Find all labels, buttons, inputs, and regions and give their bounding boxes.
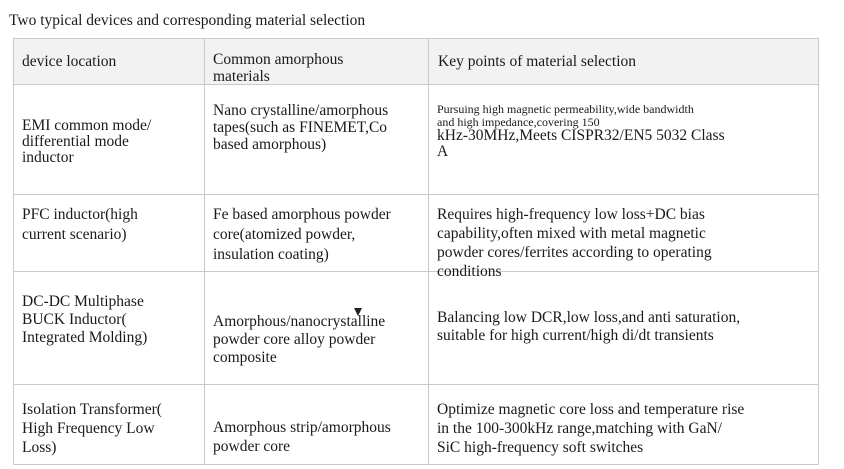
- cell-key-points-small-text: Pursuing high magnetic permeability,wide bandwidth and high impedance,covering 150: [437, 102, 694, 129]
- header-common-materials-text: Common amorphous materials: [213, 50, 344, 85]
- material-selection-table: [13, 38, 819, 465]
- cell-key-points: [429, 195, 819, 280]
- cell-materials-text: Amorphous/nanocrystalline powder core alloy powder composite: [213, 313, 386, 366]
- header-key-points: [429, 39, 819, 85]
- cell-materials-text: Amorphous strip/amorphous powder core: [213, 418, 391, 455]
- table-row: [14, 272, 819, 385]
- cell-materials-text: Nano crystalline/amorphous tapes(such as FINEMET,Co based amorphous): [213, 102, 389, 153]
- cell-key-points-text: kHz-30MHz,Meets CISPR32/EN5 5032 Class A: [437, 127, 725, 160]
- cell-key-points-text: Balancing low DCR,low loss,and anti saturation, suitable for high current/high di/dt transients: [437, 309, 741, 344]
- header-device-location: [14, 39, 205, 85]
- cell-key-points-text: Optimize magnetic core loss and temperature rise in the 100-300kHz range,matching with GaN/ SiC high-frequency soft switches: [437, 401, 745, 456]
- cell-device: [14, 195, 205, 272]
- table-caption: Two typical devices and corresponding material selection: [9, 12, 366, 29]
- cell-device-text: DC-DC Multiphase BUCK Inductor( Integrated Molding): [22, 293, 148, 346]
- cell-key-points: [429, 272, 819, 385]
- cell-device: [14, 272, 205, 385]
- table-header-row: [14, 39, 819, 85]
- cell-device: [14, 85, 205, 195]
- table-row: [14, 385, 819, 465]
- cell-device-text: PFC inductor(high current scenario): [22, 206, 138, 243]
- cell-key-points: [429, 385, 819, 465]
- table-row: [14, 85, 819, 195]
- cell-materials: [205, 195, 429, 272]
- mouse-cursor-icon: [354, 308, 362, 316]
- cell-device-text: Isolation Transformer( High Frequency Low Loss): [22, 401, 162, 456]
- cell-materials: [205, 272, 429, 385]
- cell-device-text: EMI common mode/ differential mode inductor: [22, 116, 152, 166]
- cell-materials-text: Fe based amorphous powder core(atomized powder, insulation coating): [213, 206, 391, 263]
- cell-device: [14, 385, 205, 465]
- cell-materials: [205, 385, 429, 465]
- cell-key-points-text: Requires high-frequency low loss+DC bias capability,often mixed with metal magnetic powder cores/ferrites according to operating conditions: [437, 206, 712, 280]
- cell-materials: [205, 85, 429, 195]
- cell-key-points: [429, 85, 819, 195]
- table-row: [14, 195, 819, 272]
- header-device-location-text: device location: [22, 53, 117, 70]
- header-common-materials: [205, 39, 429, 85]
- cell-key-points-wrap: [437, 103, 818, 160]
- header-key-points-text: Key points of material selection: [438, 53, 636, 70]
